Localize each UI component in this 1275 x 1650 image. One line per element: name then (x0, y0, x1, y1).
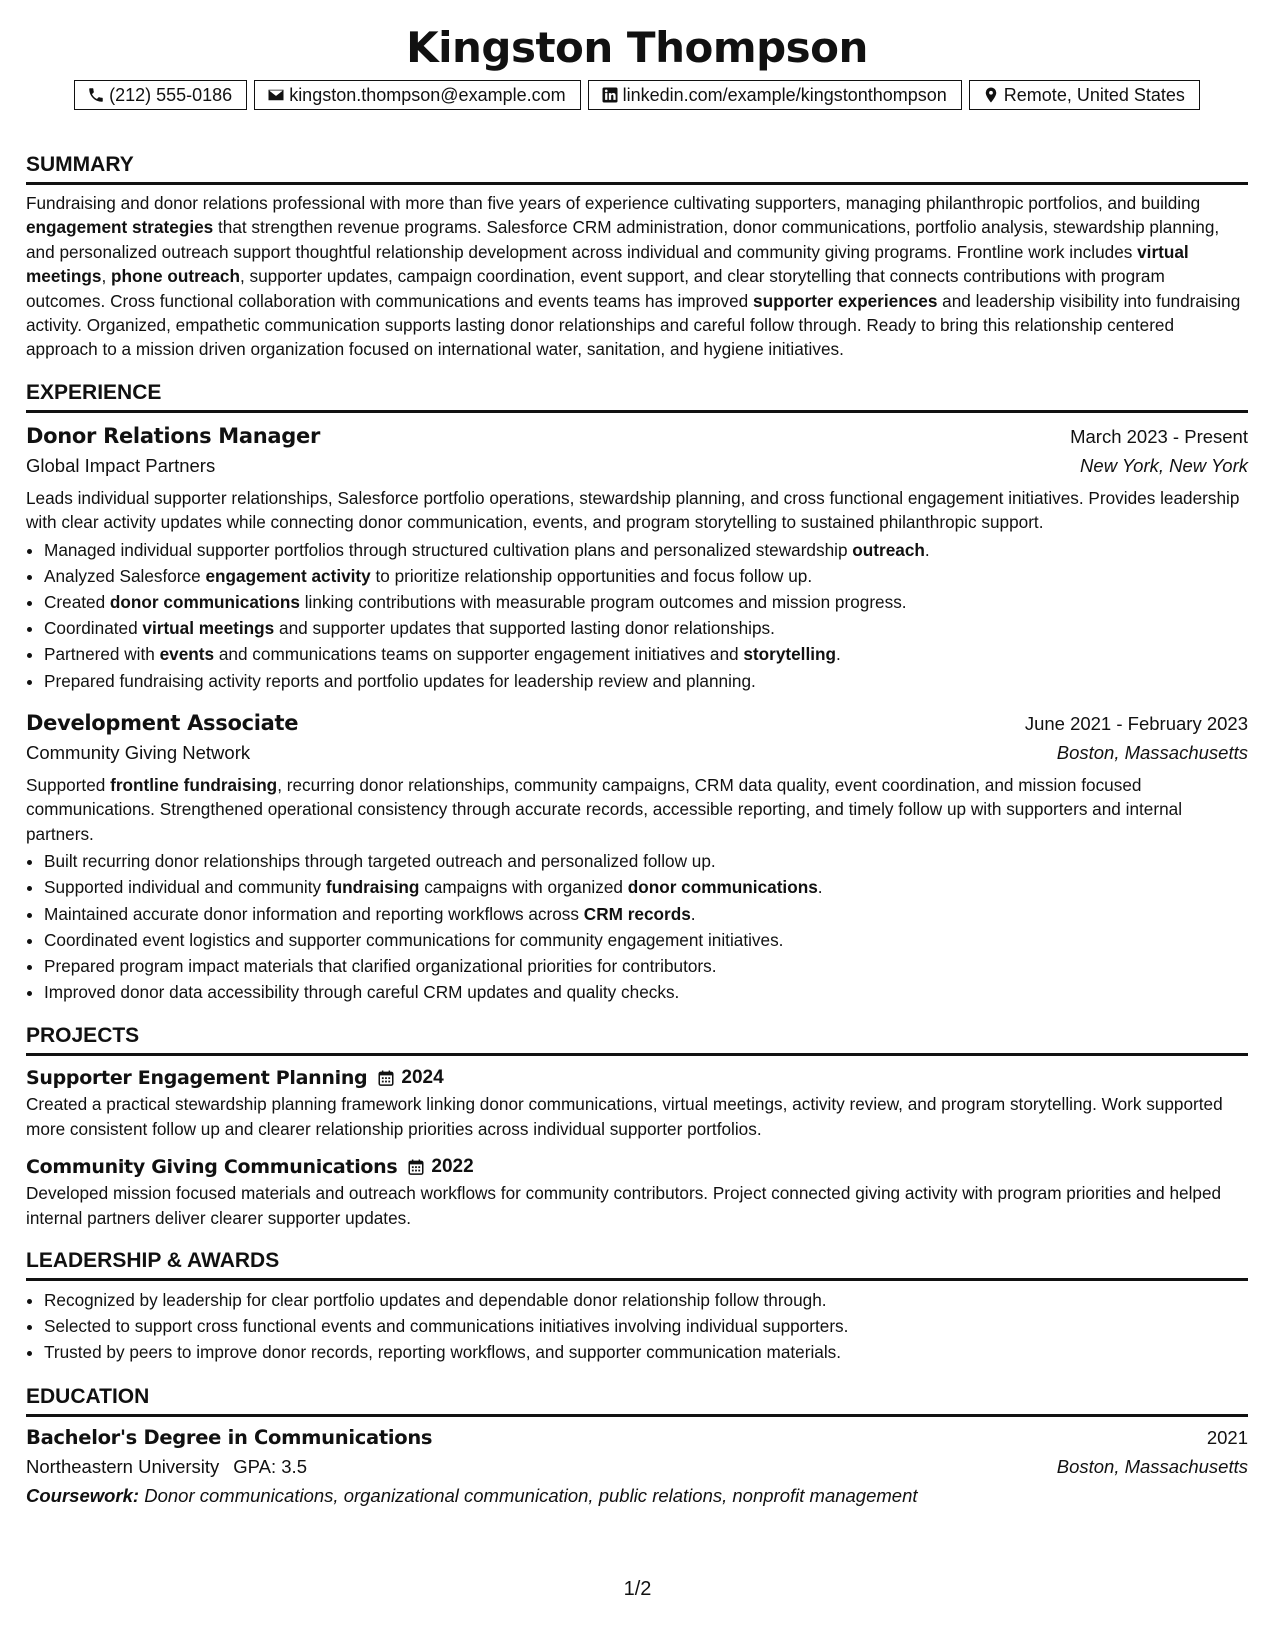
calendar-icon (407, 1158, 425, 1176)
contact-linkedin[interactable] (588, 80, 962, 110)
projects-section (26, 1023, 1248, 1230)
job-location: Boston, Massachusetts (1056, 741, 1248, 763)
contact-linkedin-text: linkedin.com/example/kingstonthompson (622, 85, 947, 105)
project-entry (26, 1153, 1248, 1230)
contact-bar (26, 80, 1248, 110)
job-location: New York, New York (1080, 454, 1248, 476)
project-description: Developed mission focused materials and outreach workflows for community contributors. Project connected giving activity with program priorities and helped internal partners deliver clearer supporter updates. (26, 1183, 1222, 1228)
contact-location-text: Remote, United States (1003, 85, 1185, 105)
job-bullets (26, 848, 1248, 1005)
list-item: • Selected to support cross functional events and communications initiatives involving individual supporters. (44, 1313, 1248, 1339)
job-dates: June 2021 - February 2023 (1024, 712, 1248, 734)
experience-entry (26, 708, 1248, 1005)
list-item: • Created donor communications linking contributions with measurable program outcomes and mission progress. (44, 589, 1248, 615)
list-item: • Improved donor data accessibility through careful CRM updates and quality checks. (44, 979, 1248, 1005)
contact-phone-text: (212) 555-0186 (109, 85, 233, 105)
job-organization: Community Giving Network (26, 741, 251, 763)
list-item: • Analyzed Salesforce engagement activity to prioritize relationship opportunities and focus follow up. (44, 563, 1248, 589)
experience-section (26, 380, 1248, 1005)
list-item: • Trusted by peers to improve donor records, reporting workflows, and supporter communication materials. (44, 1339, 1248, 1365)
section-title: PROJECTS (26, 1023, 1248, 1056)
job-bullets (26, 537, 1248, 694)
map-marker-icon (982, 86, 1000, 104)
job-summary: Leads individual supporter relationships, Salesforce portfolio operations, stewardship planning, and cross functional engagement initiatives. Provides leadership with clear activity updates while connecting donor communication, events, and program storytelling to sustained philanthropic support. (26, 487, 1240, 533)
school-location: Boston, Massachusetts (1056, 1455, 1248, 1477)
project-year: 2024 (401, 1067, 444, 1089)
contact-phone[interactable] (74, 80, 247, 110)
list-item: • Maintained accurate donor information and reporting workflows across CRM records. (44, 901, 1248, 927)
experience-entry (26, 421, 1248, 694)
project-year: 2022 (431, 1156, 474, 1178)
list-item: • Prepared fundraising activity reports and portfolio updates for leadership review and planning. (44, 668, 1248, 694)
project-description: Created a practical stewardship planning framework linking donor communications, virtual meetings, activity review, and program storytelling. Work supported more consistent follow up and clearer relationship priorities across individual supporter portfolios. (26, 1094, 1223, 1139)
project-name: Community Giving Communications (26, 1156, 398, 1179)
school-name: Northeastern University (26, 1455, 220, 1477)
list-item: • Coordinated virtual meetings and supporter updates that supported lasting donor relationships. (44, 615, 1248, 641)
degree-title: Bachelor's Degree in Communications (26, 1425, 433, 1449)
envelope-icon (267, 86, 285, 104)
list-item: • Coordinated event logistics and supporter communications for community engagement initiatives. (44, 927, 1248, 953)
list-item: • Built recurring donor relationships through targeted outreach and personalized follow up. (44, 848, 1248, 874)
list-item: • Prepared program impact materials that clarified organizational priorities for contributors. (44, 953, 1248, 979)
job-title: Donor Relations Manager (26, 423, 321, 448)
resume-page (26, 22, 1248, 1510)
section-title: EXPERIENCE (26, 380, 1248, 413)
list-item: • Managed individual supporter portfolios through structured cultivation plans and personalized stewardship outreach. (44, 537, 1248, 563)
leadership-bullets (26, 1287, 1248, 1366)
coursework-text: Donor communications, organizational communication, public relations, nonprofit management (144, 1484, 918, 1506)
contact-location (969, 80, 1200, 110)
leadership-section (26, 1248, 1248, 1366)
job-dates: March 2023 - Present (1070, 425, 1248, 447)
summary-text: Fundraising and donor relations professional with more than five years of experience cultivating supporters, managing philanthropic portfolios, and building engagement strategies that strengthen revenue programs. Salesforce CRM administration, donor communications, portfolio analysis, stewardship planning, and personalized outreach support thoughtful relationship development across individual and community giving programs. Frontline work includes virtual meetings, phone outreach, supporter updates, campaign coordination, event support, and clear storytelling that connects contributions with program outcomes. Cross functional collaboration with communications and events teams has improved supporter experiences and leadership visibility into fundraising activity. Organized, empathetic communication supports lasting donor relationships and careful follow through. Ready to bring this relationship centered approach to a mission driven organization focused on international water, sanitation, and hygiene initiatives. (26, 193, 1241, 360)
list-item: • Recognized by leadership for clear portfolio updates and dependable donor relationship follow through. (44, 1287, 1248, 1313)
list-item: • Partnered with events and communications teams on supporter engagement initiatives and storytelling. (44, 641, 1248, 667)
gpa: GPA: 3.5 (233, 1455, 307, 1477)
summary-section (26, 152, 1248, 362)
job-summary: Supported frontline fundraising, recurring donor relationships, community campaigns, CRM data quality, event coordination, and mission focused communications. Strengthened operational consistency through accurate records, accessible reporting, and timely follow up with supporters and internal partners. (26, 774, 1183, 844)
project-name: Supporter Engagement Planning (26, 1067, 368, 1090)
section-title: LEADERSHIP & AWARDS (26, 1248, 1248, 1281)
section-title: EDUCATION (26, 1384, 1248, 1417)
section-title: SUMMARY (26, 152, 1248, 185)
contact-email-text: kingston.thompson@example.com (289, 85, 566, 105)
coursework (26, 1481, 1248, 1510)
linkedin-icon (601, 86, 619, 104)
calendar-icon (377, 1069, 395, 1087)
coursework-label: Coursework: (26, 1484, 140, 1506)
phone-icon (87, 86, 105, 104)
contact-email[interactable] (254, 80, 580, 110)
list-item: • Supported individual and community fundraising campaigns with organized donor communications. (44, 874, 1248, 900)
job-title: Development Associate (26, 710, 299, 735)
education-entry (26, 1423, 1248, 1510)
page-number: 1/2 (623, 1578, 652, 1600)
education-section (26, 1384, 1248, 1510)
project-entry (26, 1064, 1248, 1141)
job-organization: Global Impact Partners (26, 454, 216, 476)
degree-year: 2021 (1206, 1426, 1248, 1448)
candidate-name: Kingston Thompson (406, 23, 868, 72)
